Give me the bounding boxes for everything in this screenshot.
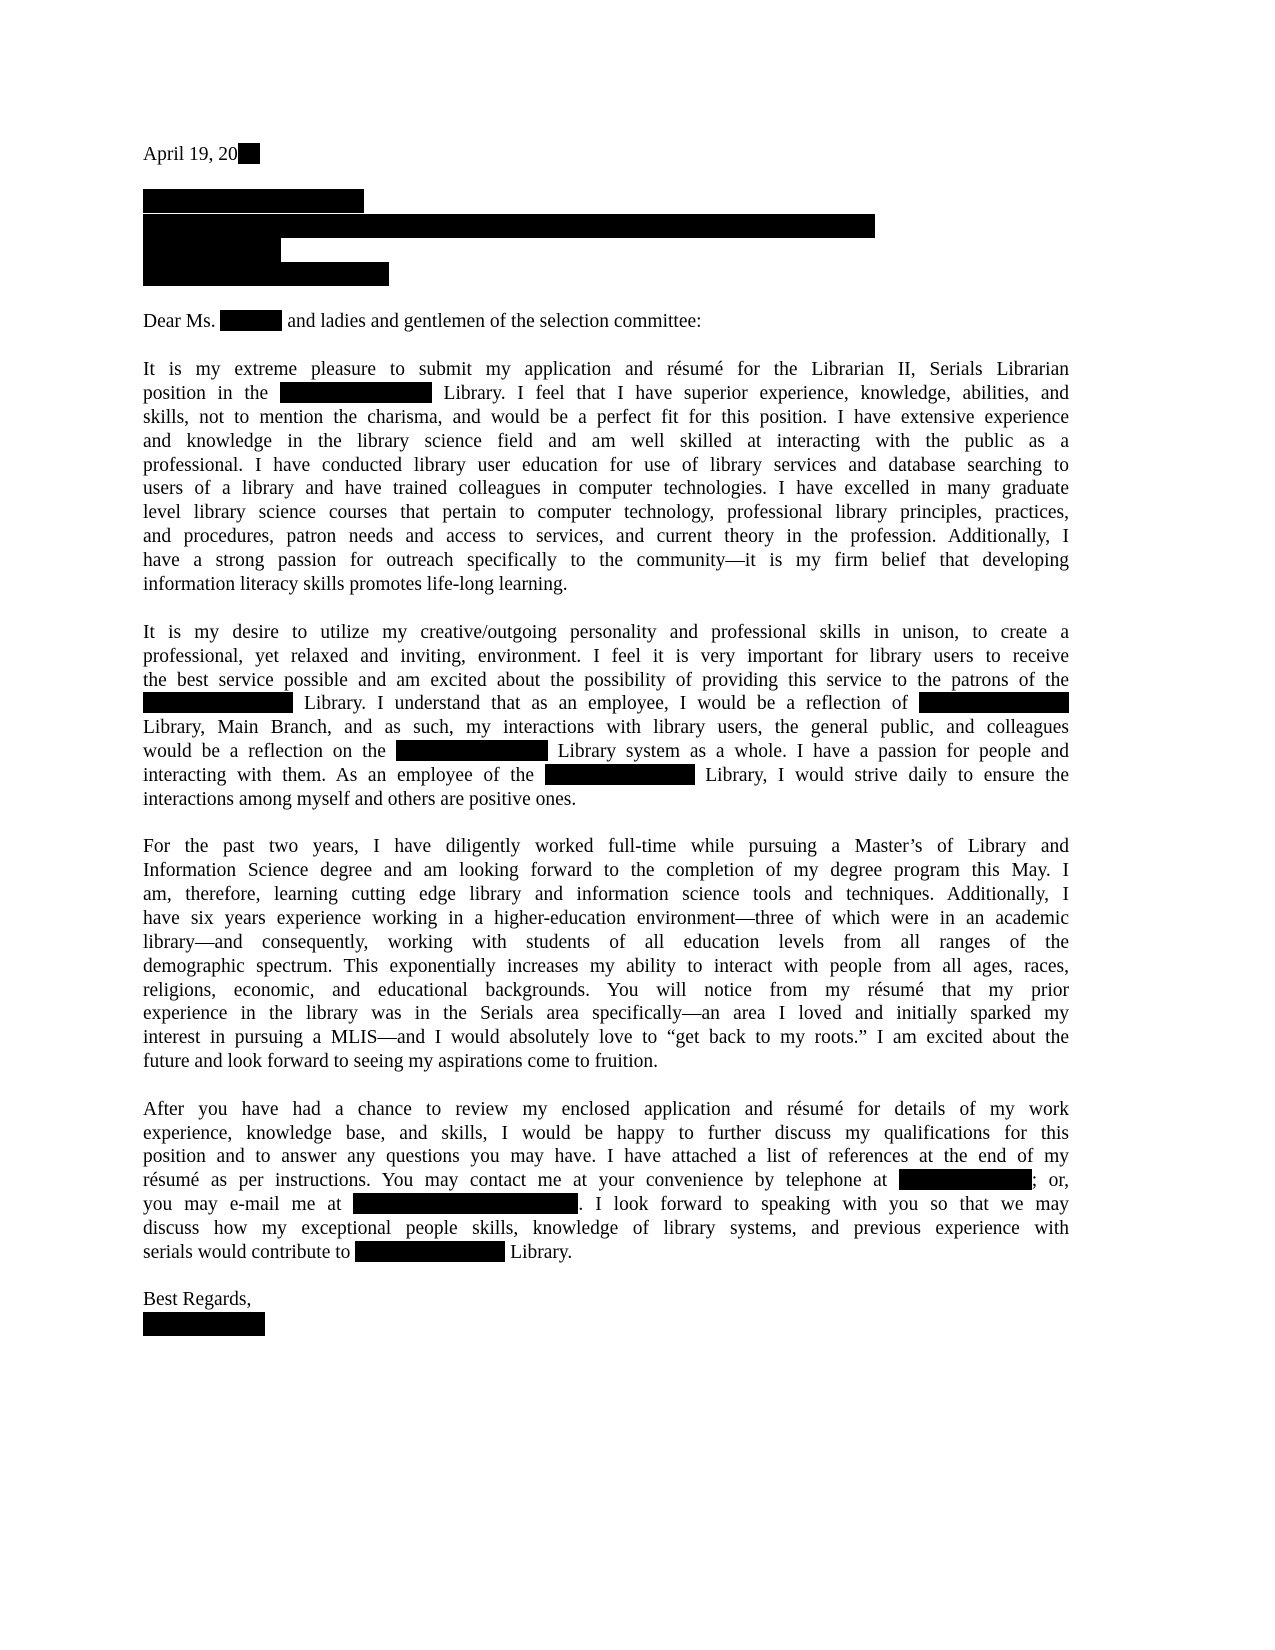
redacted-library-name bbox=[919, 692, 1069, 713]
redacted-year bbox=[238, 143, 260, 164]
p4-line-text: serials would contribute to bbox=[143, 1242, 351, 1263]
p2-line: It is my desire to utilize my creative/outgoing personality and professional skills in unison, to create a bbox=[143, 622, 1069, 643]
p1-line: It is my extreme pleasure to submit my application and résumé for the Librarian II, Serials Librarian bbox=[143, 359, 1069, 380]
greeting-suffix: and ladies and gentlemen of the selection committee: bbox=[287, 311, 702, 332]
date-text: April 19, 20 bbox=[143, 144, 238, 165]
p4-line: experience, knowledge base, and skills, I would be happy to further discuss my qualifications for this bbox=[143, 1123, 1069, 1144]
p1-line: and knowledge in the library science field and am well skilled at interacting with the public as a bbox=[143, 431, 1069, 452]
greeting bbox=[143, 310, 702, 334]
redacted-address-line-3 bbox=[143, 238, 281, 262]
p2-line-text: would be a reflection on the bbox=[143, 741, 386, 762]
p2-line: Library, Main Branch, and as such, my interactions with library users, the general public, and colleagues bbox=[143, 717, 1069, 738]
p1-line bbox=[143, 382, 1069, 406]
p2-line-text: Library. I understand that as an employee, I would be a reflection of bbox=[304, 693, 909, 714]
p2-line bbox=[143, 764, 1069, 788]
p4-line-text: ; or, bbox=[1031, 1170, 1069, 1191]
redacted-library-name bbox=[355, 1241, 505, 1262]
p3-line: future and look forward to seeing my aspirations come to fruition. bbox=[143, 1051, 658, 1072]
p4-line-text: . I look forward to speaking with you so that we may bbox=[578, 1194, 1069, 1215]
redacted-address-line-2 bbox=[143, 214, 875, 238]
letter-date bbox=[143, 143, 260, 167]
p4-line bbox=[143, 1169, 1069, 1193]
p4-line bbox=[143, 1241, 572, 1265]
p4-line: position and to answer any questions you may have. I have attached a list of references at the end of my bbox=[143, 1146, 1069, 1167]
p4-line-text: you may e-mail me at bbox=[143, 1194, 342, 1215]
p2-line-text: Library, I would strive daily to ensure the bbox=[705, 765, 1069, 786]
p3-line: have six years experience working in a higher-education environment—three of which were in an academic bbox=[143, 908, 1069, 929]
p2-line bbox=[143, 740, 1069, 764]
p3-line: For the past two years, I have diligently worked full-time while pursuing a Master’s of Library and bbox=[143, 836, 1069, 857]
p4-line bbox=[143, 1193, 1069, 1217]
p1-line-text: Library. I feel that I have superior experience, knowledge, abilities, and bbox=[443, 383, 1069, 404]
p3-line: interest in pursuing a MLIS—and I would absolutely love to “get back to my roots.” I am excited about the bbox=[143, 1027, 1069, 1048]
redacted-library-name bbox=[545, 764, 695, 785]
p3-line: religions, economic, and educational backgrounds. You will notice from my résumé that my prior bbox=[143, 980, 1069, 1001]
p2-line: interactions among myself and others are positive ones. bbox=[143, 789, 577, 810]
p1-line: have a strong passion for outreach specifically to the community—it is my firm belief that developing bbox=[143, 550, 1069, 571]
greeting-prefix: Dear Ms. bbox=[143, 311, 216, 332]
p3-line: demographic spectrum. This exponentially increases my ability to interact with people from all ages, races, bbox=[143, 956, 1069, 977]
p1-line-text: position in the bbox=[143, 383, 269, 404]
p2-line: the best service possible and am excited about the possibility of providing this service to the patrons of the bbox=[143, 670, 1069, 691]
p2-line-text: interacting with them. As an employee of the bbox=[143, 765, 535, 786]
redacted-library-name bbox=[143, 692, 293, 713]
p4-line-text: résumé as per instructions. You may contact me at your convenience by telephone at bbox=[143, 1170, 888, 1191]
redacted-telephone bbox=[899, 1169, 1032, 1190]
redacted-address-line-4 bbox=[143, 262, 389, 286]
redacted-library-name bbox=[396, 740, 548, 761]
p4-line: After you have had a chance to review my enclosed application and résumé for details of my work bbox=[143, 1099, 1069, 1120]
redacted-email bbox=[353, 1193, 578, 1214]
p2-line: professional, yet relaxed and inviting, environment. I feel it is very important for library users to receive bbox=[143, 646, 1069, 667]
redacted-address-line-1 bbox=[143, 189, 364, 213]
p3-line: library—and consequently, working with students of all education levels from all ranges of the bbox=[143, 932, 1069, 953]
closing: Best Regards, bbox=[143, 1289, 252, 1310]
redacted-library-name bbox=[280, 382, 432, 403]
p1-line: users of a library and have trained colleagues in computer technologies. I have excelled in many graduate bbox=[143, 478, 1069, 499]
p1-line: and procedures, patron needs and access to services, and current theory in the profession. Additionally, I bbox=[143, 526, 1069, 547]
p3-line: Information Science degree and am looking forward to the completion of my degree program this May. I bbox=[143, 860, 1069, 881]
p1-line: skills, not to mention the charisma, and would be a perfect fit for this position. I have extensive experience bbox=[143, 407, 1069, 428]
p3-line: am, therefore, learning cutting edge library and information science tools and techniques. Additionally, I bbox=[143, 884, 1069, 905]
redacted-recipient-name bbox=[220, 310, 282, 331]
redacted-signature-name bbox=[143, 1312, 265, 1336]
p2-line-text: Library system as a whole. I have a passion for people and bbox=[557, 741, 1069, 762]
p4-line: discuss how my exceptional people skills, knowledge of library systems, and previous experience with bbox=[143, 1218, 1069, 1239]
p3-line: experience in the library was in the Serials area specifically—an area I loved and initially sparked my bbox=[143, 1003, 1069, 1024]
p1-line: professional. I have conducted library user education for use of library services and database searching to bbox=[143, 455, 1069, 476]
p4-line-text: Library. bbox=[510, 1242, 573, 1263]
p1-line: level library science courses that pertain to computer technology, professional library principles, practices, bbox=[143, 502, 1069, 523]
p1-line: information literacy skills promotes life-long learning. bbox=[143, 574, 568, 595]
p2-line bbox=[143, 692, 1069, 716]
